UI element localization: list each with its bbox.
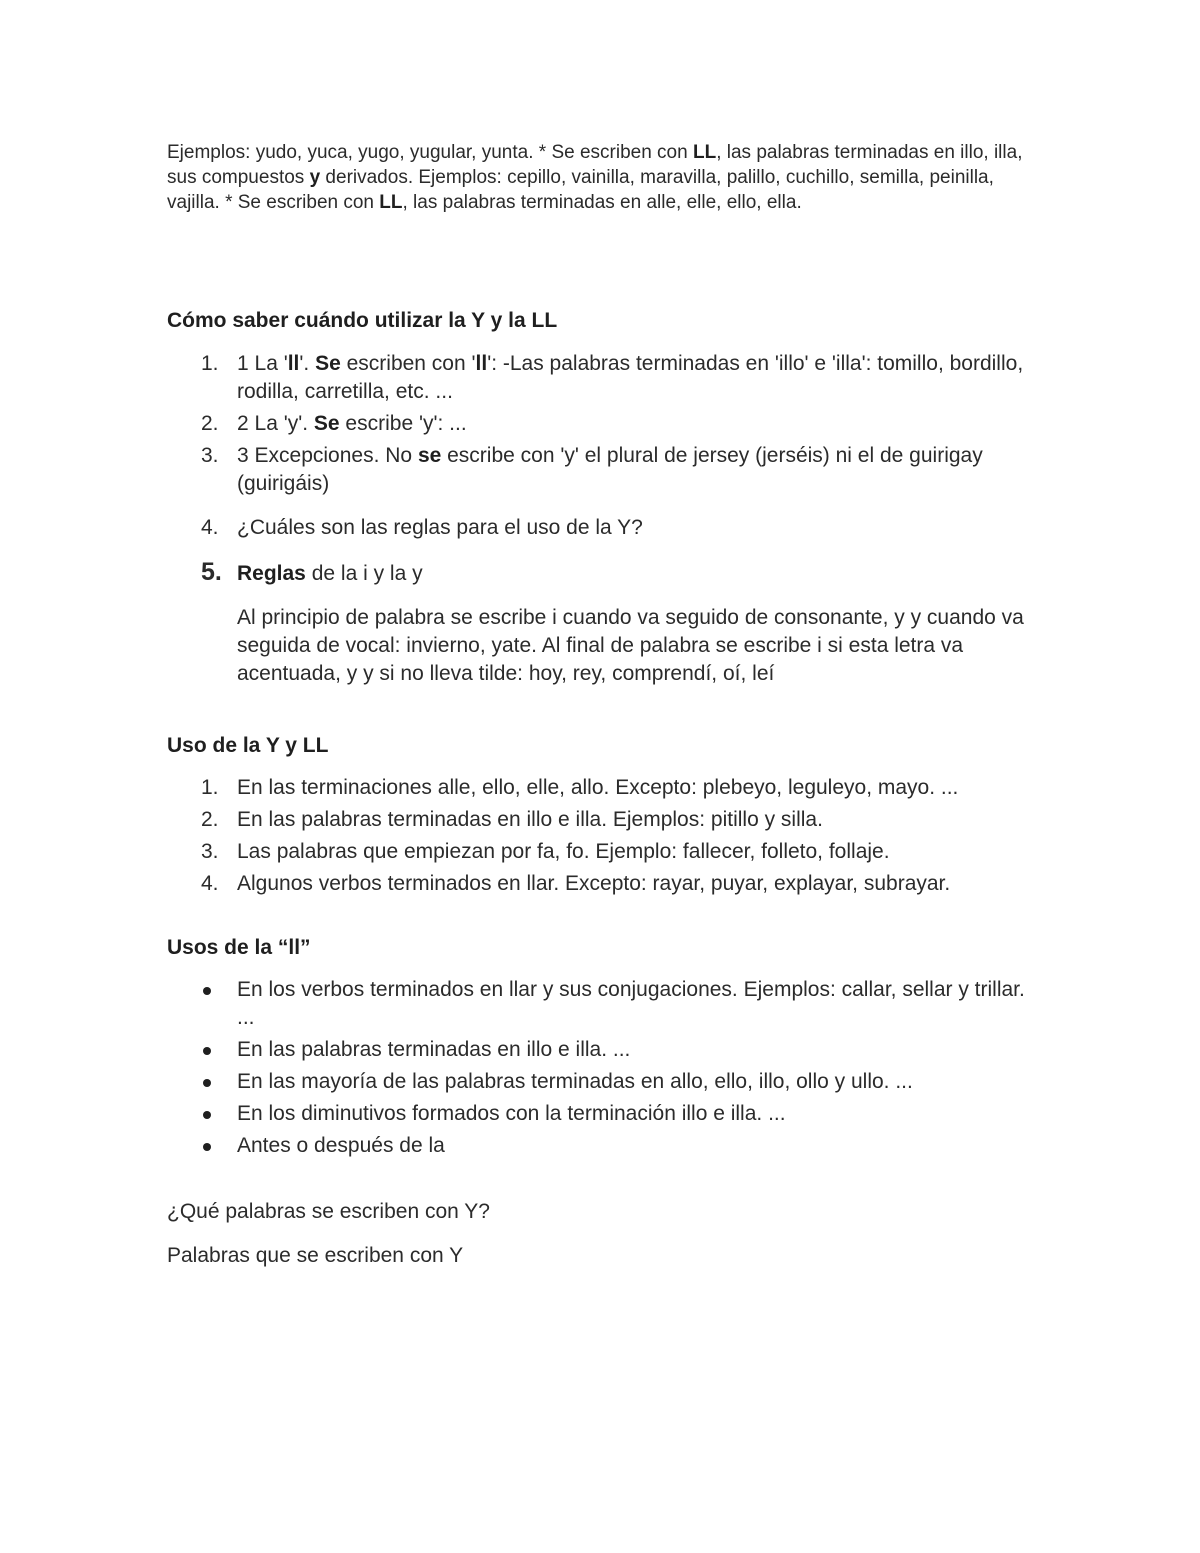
bullet-icon <box>203 1047 211 1055</box>
intro-text: derivados. Ejemplos: cepillo, vainilla, maravilla, palillo, cuchillo, semilla, peinilla, vajilla. * Se escriben con <box>167 167 994 213</box>
item-text: '. <box>299 352 316 375</box>
list-item <box>167 1132 1047 1160</box>
list-number: 1. <box>201 776 219 799</box>
bullet-icon <box>203 1079 211 1087</box>
list-number: 2. <box>201 412 219 435</box>
bullet-icon <box>203 1111 211 1119</box>
list-number: 4. <box>201 872 219 895</box>
item-text: escriben con ' <box>340 352 476 375</box>
intro-text: , las palabras terminadas en illo, illa, sus compuestos <box>167 142 1023 188</box>
intro-bold: LL <box>692 142 717 163</box>
list-item <box>167 1100 1047 1128</box>
list-item <box>167 838 1047 866</box>
item-bold: ll <box>475 352 488 375</box>
item-text: En las mayoría de las palabras terminadas en allo, ello, illo, ollo y ullo. ... <box>237 1070 913 1093</box>
list-item <box>167 774 1047 802</box>
intro-text: , las palabras terminadas en alle, elle, ello, ella. <box>402 192 802 213</box>
item-text: En los verbos terminados en llar y sus conjugaciones. Ejemplos: callar, sellar y trillar. ... <box>237 978 1025 1029</box>
intro-bold: LL <box>379 192 403 213</box>
item-bold: ll <box>287 352 300 375</box>
item-text: de la i y la y <box>305 562 423 585</box>
item-text: En los diminutivos formados con la terminación illo e illa. ... <box>237 1102 786 1125</box>
item-bold: Se <box>315 352 341 375</box>
item-text: 3 Excepciones. No <box>237 444 418 467</box>
intro-bold: y <box>309 167 321 188</box>
item-text: Antes o después de la <box>237 1134 445 1157</box>
intro-text: Ejemplos: yudo, yuca, yugo, yugular, yunta. * Se escriben con <box>167 142 693 163</box>
list-item <box>167 560 1047 688</box>
item-text: Algunos verbos terminados en llar. Excepto: rayar, puyar, explayar, subrayar. <box>237 872 951 895</box>
list-number: 5. <box>201 558 222 586</box>
list-number: 3. <box>201 840 219 863</box>
bullet-icon <box>203 987 211 995</box>
item-text: En las palabras terminadas en illo e illa. Ejemplos: pitillo y silla. <box>237 808 823 831</box>
section-heading: Cómo saber cuándo utilizar la Y y la LL <box>167 309 558 332</box>
item-text: 2 La 'y'. <box>237 412 314 435</box>
item-text: En las terminaciones alle, ello, elle, allo. Excepto: plebeyo, leguleyo, mayo. ... <box>237 776 959 799</box>
list-item <box>167 514 1047 542</box>
list-number: 1. <box>201 352 219 375</box>
item-bold: Se <box>313 412 340 435</box>
list-item <box>167 442 1047 498</box>
intro-paragraph <box>167 140 1047 215</box>
item-text: En las palabras terminadas en illo e illa. ... <box>237 1038 631 1061</box>
list-number: 4. <box>201 516 219 539</box>
bullet-list <box>167 976 1047 1160</box>
item-text: ¿Cuáles son las reglas para el uso de la Y? <box>237 516 643 539</box>
item-text: ': -Las palabras terminadas en 'illo' e 'illa': tomillo, bordillo, rodilla, carretilla, etc. ... <box>237 352 1024 403</box>
item-bold: se <box>417 444 442 467</box>
list-item <box>167 410 1047 438</box>
list-item <box>167 1068 1047 1096</box>
item-text: escribe 'y': ... <box>339 412 467 435</box>
item-bold: Reglas <box>237 562 306 585</box>
list-item <box>167 976 1047 1032</box>
answer-paragraph: Palabras que se escriben con Y <box>167 1244 464 1267</box>
item-text: escribe con 'y' el plural de jersey (jerséis) ni el de guirigay (guirigáis) <box>237 444 983 495</box>
item-text: 1 La ' <box>237 352 288 375</box>
item-subparagraph: Al principio de palabra se escribe i cuando va seguido de consonante, y y cuando va seguida de vocal: invierno, yate. Al final de palabra se escribe i si esta letra va acentuada, y y si no lleva tilde: hoy, rey, comprendí, oí, leí <box>237 606 1024 685</box>
numbered-list <box>167 350 1047 688</box>
section-heading: Uso de la Y y LL <box>167 734 329 757</box>
list-item <box>167 1036 1047 1064</box>
item-text: Las palabras que empiezan por fa, fo. Ejemplo: fallecer, folleto, follaje. <box>237 840 890 863</box>
list-item <box>167 870 1047 898</box>
section-heading: Usos de la “ll” <box>167 936 311 959</box>
document-page <box>167 140 1047 1270</box>
list-item <box>167 350 1047 406</box>
question-paragraph: ¿Qué palabras se escriben con Y? <box>167 1200 490 1223</box>
list-item <box>167 806 1047 834</box>
list-number: 2. <box>201 808 219 831</box>
bullet-icon <box>203 1143 211 1151</box>
numbered-list <box>167 774 1047 898</box>
list-number: 3. <box>201 444 219 467</box>
